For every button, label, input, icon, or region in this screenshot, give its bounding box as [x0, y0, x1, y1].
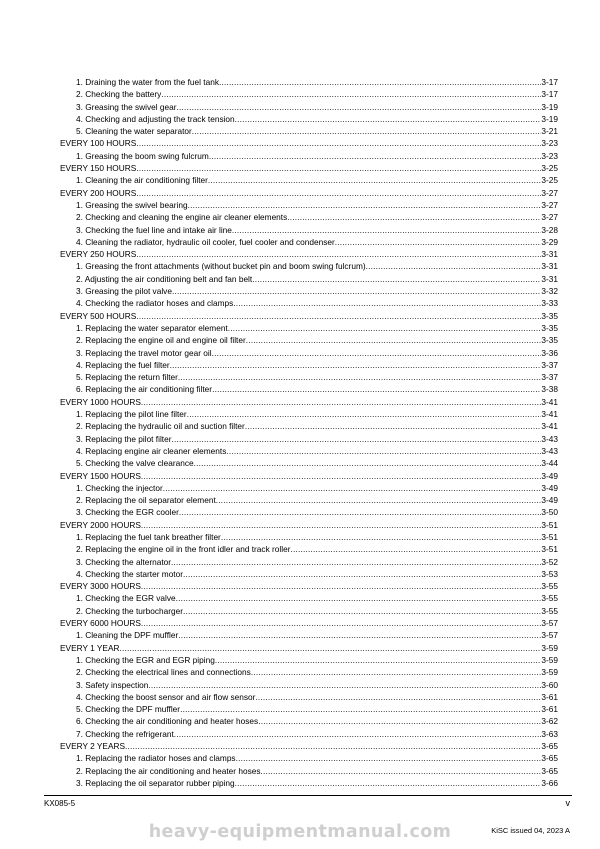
- toc-leader-dots: [192, 125, 542, 137]
- toc-leader-dots: [194, 457, 542, 469]
- toc-leader-dots: [170, 359, 542, 371]
- toc-entry-page: 3-66: [541, 777, 558, 788]
- toc-entry-title: 4. Replacing the fuel filter: [76, 359, 170, 370]
- toc-leader-dots: [141, 396, 542, 408]
- toc-entry-title: 3. Checking the fuel line and intake air line: [76, 224, 232, 235]
- toc-entry[interactable]: [60, 101, 558, 113]
- toc-leader-dots: [178, 371, 541, 383]
- toc-leader-dots: [208, 174, 541, 186]
- footer-issue-note: KiSC issued 04, 2023 A: [491, 826, 570, 835]
- toc-entry-page: 3-41: [541, 396, 558, 407]
- toc-entry[interactable]: [60, 260, 558, 272]
- toc-entry[interactable]: [60, 666, 558, 678]
- toc-entry-page: 3-57: [541, 618, 558, 629]
- toc-leader-dots: [216, 494, 542, 506]
- toc-entry-title: 1. Replacing the pilot line filter: [76, 409, 187, 420]
- toc-entry-page: 3-55: [541, 581, 558, 592]
- toc-leader-dots: [141, 519, 542, 531]
- watermark: heavy-equipmentmanual.com: [148, 822, 452, 842]
- footer-page-number: v: [565, 798, 570, 808]
- toc-entry-page: 3-49: [541, 470, 558, 481]
- toc-entry-page: 3-61: [541, 704, 558, 715]
- toc-entry[interactable]: [60, 765, 558, 777]
- toc-entry-page: 3-38: [541, 384, 558, 395]
- footer-model: KX085-5: [44, 799, 76, 808]
- toc-entry-page: 3-29: [541, 236, 558, 247]
- toc-entry[interactable]: [60, 113, 558, 125]
- toc-entry-title: 1. Greasing the boom swing fulcrum: [76, 150, 209, 161]
- toc-entry-title: 3. Checking the alternator: [76, 556, 172, 567]
- toc-leader-dots: [136, 162, 541, 174]
- toc-leader-dots: [171, 433, 541, 445]
- toc-leader-dots: [251, 666, 542, 678]
- toc-leader-dots: [136, 137, 541, 149]
- toc-leader-dots: [163, 482, 542, 494]
- toc-entry-title: EVERY 250 HOURS: [60, 249, 137, 260]
- toc-leader-dots: [215, 654, 542, 666]
- toc-entry-title: EVERY 100 HOURS: [60, 138, 137, 149]
- toc-leader-dots: [235, 113, 542, 125]
- toc-leader-dots: [141, 580, 542, 592]
- toc-entry[interactable]: [60, 777, 558, 789]
- toc-entry-page: 3-17: [541, 89, 558, 100]
- toc-leader-dots: [125, 740, 541, 752]
- toc-entry-page: 3-49: [541, 482, 558, 493]
- toc-leader-dots: [233, 297, 541, 309]
- toc-leader-dots: [176, 592, 542, 604]
- toc-entry-title: 4. Replacing engine air cleaner elements: [76, 445, 227, 456]
- toc-entry-page: 3-31: [541, 249, 558, 260]
- toc-entry-page: 3-37: [541, 372, 558, 383]
- toc-entry-title: EVERY 3000 HOURS: [60, 581, 141, 592]
- toc-entry-page: 3-63: [541, 728, 558, 739]
- toc-leader-dots: [171, 556, 541, 568]
- toc-entry[interactable]: [60, 199, 558, 211]
- toc-entry-title: 4. Checking the boost sensor and air flow sensor: [76, 691, 256, 702]
- toc-entry[interactable]: [60, 703, 558, 715]
- toc-section-entry[interactable]: [60, 580, 558, 592]
- toc-entry[interactable]: [60, 568, 558, 580]
- toc-entry-page: 3-55: [541, 593, 558, 604]
- toc-entry-page: 3-65: [541, 741, 558, 752]
- toc-entry[interactable]: [60, 383, 558, 395]
- toc-entry[interactable]: [60, 494, 558, 506]
- toc-leader-dots: [287, 211, 541, 223]
- toc-leader-dots: [141, 617, 542, 629]
- toc-entry[interactable]: [60, 715, 558, 727]
- toc-entry-title: 2. Checking the battery: [76, 89, 162, 100]
- toc-entry-page: 3-43: [541, 433, 558, 444]
- toc-entry[interactable]: [60, 556, 558, 568]
- toc-entry[interactable]: [60, 752, 558, 764]
- toc-leader-dots: [255, 691, 541, 703]
- toc-entry-page: 3-44: [541, 458, 558, 469]
- toc-entry-title: 5. Checking the valve clearance: [76, 458, 194, 469]
- toc-entry-title: 1. Greasing the front attachments (without bucket pin and boom swing fulcrum): [76, 261, 366, 272]
- toc-entry-page: 3-51: [541, 519, 558, 530]
- table-of-contents: [60, 76, 558, 789]
- toc-entry[interactable]: [60, 482, 558, 494]
- toc-leader-dots: [209, 150, 542, 162]
- toc-entry-title: 1. Checking the EGR and EGR piping: [76, 654, 215, 665]
- toc-leader-dots: [366, 260, 542, 272]
- toc-entry-page: 3-43: [541, 445, 558, 456]
- toc-entry-title: EVERY 500 HOURS: [60, 310, 137, 321]
- toc-entry-page: 3-51: [541, 531, 558, 542]
- toc-entry-page: 3-32: [541, 286, 558, 297]
- toc-leader-dots: [179, 506, 542, 518]
- toc-entry-page: 3-59: [541, 642, 558, 653]
- toc-entry-page: 3-41: [541, 421, 558, 432]
- toc-entry-page: 3-65: [541, 765, 558, 776]
- toc-entry-page: 3-17: [541, 77, 558, 87]
- toc-entry-title: 6. Checking the air conditioning and heater hoses: [76, 716, 259, 727]
- toc-entry-title: EVERY 6000 HOURS: [60, 618, 141, 629]
- toc-entry-title: 7. Checking the refrigerant: [76, 728, 174, 739]
- toc-entry[interactable]: [60, 334, 558, 346]
- toc-leader-dots: [177, 101, 542, 113]
- toc-entry[interactable]: [60, 457, 558, 469]
- toc-entry-page: 3-52: [541, 556, 558, 567]
- toc-entry-title: 2. Adjusting the air conditioning belt and fan belt: [76, 273, 253, 284]
- toc-leader-dots: [148, 679, 541, 691]
- toc-leader-dots: [172, 285, 541, 297]
- toc-entry-page: 3-27: [541, 199, 558, 210]
- toc-entry-title: 1. Greasing the swivel bearing: [76, 199, 188, 210]
- toc-entry-page: 3-19: [541, 101, 558, 112]
- toc-entry[interactable]: [60, 543, 558, 555]
- toc-entry[interactable]: [60, 236, 558, 248]
- toc-entry[interactable]: [60, 605, 558, 617]
- toc-entry-page: 3-37: [541, 359, 558, 370]
- toc-entry-title: 4. Checking the starter motor: [76, 568, 183, 579]
- toc-entry-page: 3-49: [541, 495, 558, 506]
- toc-leader-dots: [136, 248, 541, 260]
- toc-entry-title: 1. Checking the injector: [76, 482, 163, 493]
- toc-entry-title: 3. Replacing the pilot filter: [76, 433, 172, 444]
- toc-entry[interactable]: [60, 728, 558, 740]
- toc-entry-page: 3-59: [541, 667, 558, 678]
- toc-leader-dots: [187, 408, 542, 420]
- toc-leader-dots: [335, 236, 542, 248]
- toc-entry[interactable]: [60, 273, 558, 285]
- toc-entry-page: 3-31: [541, 273, 558, 284]
- toc-entry[interactable]: [60, 691, 558, 703]
- toc-entry[interactable]: [60, 211, 558, 223]
- toc-leader-dots: [252, 273, 541, 285]
- toc-entry-page: 3-55: [541, 605, 558, 616]
- toc-entry-page: 3-19: [541, 113, 558, 124]
- toc-leader-dots: [226, 445, 541, 457]
- toc-entry-page: 3-35: [541, 322, 558, 333]
- toc-entry-title: 3. Greasing the swivel gear: [76, 101, 177, 112]
- toc-entry-page: 3-21: [541, 126, 558, 137]
- toc-entry-title: 4. Checking the radiator hoses and clamps: [76, 298, 234, 309]
- toc-entry-page: 3-36: [541, 347, 558, 358]
- toc-entry-title: 1. Replacing the fuel tank breather filter: [76, 531, 221, 542]
- toc-leader-dots: [246, 334, 542, 346]
- toc-entry-title: EVERY 150 HOURS: [60, 163, 137, 174]
- toc-entry-page: 3-35: [541, 335, 558, 346]
- toc-leader-dots: [245, 420, 542, 432]
- toc-entry-title: 1. Checking the EGR valve: [76, 593, 176, 604]
- toc-entry-page: 3-62: [541, 716, 558, 727]
- toc-leader-dots: [212, 347, 542, 359]
- toc-entry-title: 5. Checking the DPF muffler: [76, 704, 181, 715]
- toc-section-entry[interactable]: [60, 396, 558, 408]
- toc-leader-dots: [228, 322, 542, 334]
- toc-entry-title: 2. Replacing the hydraulic oil and suction filter: [76, 421, 245, 432]
- toc-entry[interactable]: [60, 445, 558, 457]
- toc-entry[interactable]: [60, 125, 558, 137]
- toc-entry-page: 3-25: [541, 175, 558, 186]
- toc-entry-page: 3-51: [541, 544, 558, 555]
- toc-entry-title: 2. Replacing the engine oil and engine oil filter: [76, 335, 246, 346]
- toc-entry[interactable]: [60, 408, 558, 420]
- toc-entry-page: 3-31: [541, 261, 558, 272]
- toc-entry-page: 3-23: [541, 138, 558, 149]
- toc-section-entry[interactable]: [60, 162, 558, 174]
- toc-entry-title: 5. Replacing the return filter: [76, 372, 178, 383]
- toc-entry-title: 3. Greasing the pilot valve: [76, 286, 172, 297]
- toc-entry-title: 1. Replacing the water separator element: [76, 322, 228, 333]
- toc-entry-page: 3-33: [541, 298, 558, 309]
- toc-entry-title: EVERY 1000 HOURS: [60, 396, 141, 407]
- toc-entry[interactable]: [60, 679, 558, 691]
- toc-leader-dots: [221, 531, 542, 543]
- toc-entry[interactable]: [60, 224, 558, 236]
- toc-entry[interactable]: [60, 322, 558, 334]
- toc-entry-title: 3. Replacing the oil separator rubber piping: [76, 777, 235, 788]
- toc-leader-dots: [212, 383, 541, 395]
- toc-entry-page: 3-59: [541, 654, 558, 665]
- toc-section-entry[interactable]: [60, 740, 558, 752]
- toc-section-entry[interactable]: [60, 642, 558, 654]
- toc-entry-page: 3-25: [541, 163, 558, 174]
- toc-leader-dots: [183, 605, 541, 617]
- toc-entry-title: 3. Safety inspection: [76, 679, 149, 690]
- toc-entry[interactable]: [60, 285, 558, 297]
- toc-entry-page: 3-65: [541, 753, 558, 764]
- toc-leader-dots: [180, 703, 541, 715]
- toc-entry[interactable]: [60, 629, 558, 641]
- toc-section-entry[interactable]: [60, 310, 558, 322]
- toc-leader-dots: [232, 224, 541, 236]
- toc-entry-title: 2. Replacing the oil separator element: [76, 495, 216, 506]
- toc-entry-title: 1. Cleaning the DPF muffler: [76, 630, 179, 641]
- toc-entry-title: 5. Cleaning the water separator: [76, 126, 192, 137]
- toc-section-entry[interactable]: [60, 617, 558, 629]
- toc-entry-title: 2. Checking and cleaning the engine air cleaner elements: [76, 212, 288, 223]
- toc-entry-title: EVERY 1500 HOURS: [60, 470, 141, 481]
- toc-entry-title: EVERY 2000 HOURS: [60, 519, 141, 530]
- toc-entry-title: EVERY 1 YEAR: [60, 642, 120, 653]
- toc-section-entry[interactable]: [60, 519, 558, 531]
- toc-entry-title: 3. Checking the EGR cooler: [76, 507, 179, 518]
- toc-leader-dots: [136, 310, 541, 322]
- toc-entry-page: 3-57: [541, 630, 558, 641]
- toc-entry[interactable]: [60, 88, 558, 100]
- toc-section-entry[interactable]: [60, 187, 558, 199]
- toc-entry-page: 3-23: [541, 150, 558, 161]
- toc-entry-title: 4. Checking and adjusting the track tension: [76, 113, 235, 124]
- toc-entry-title: 4. Cleaning the radiator, hydraulic oil cooler, fuel cooler and condenser: [76, 236, 335, 247]
- toc-section-entry[interactable]: [60, 137, 558, 149]
- toc-leader-dots: [136, 187, 541, 199]
- toc-entry-title: 2. Checking the turbocharger: [76, 605, 184, 616]
- toc-entry[interactable]: [60, 531, 558, 543]
- toc-entry-page: 3-61: [541, 691, 558, 702]
- toc-section-entry[interactable]: [60, 248, 558, 260]
- toc-leader-dots: [188, 199, 542, 211]
- toc-entry-title: 1. Draining the water from the fuel tank: [76, 77, 219, 87]
- toc-entry-page: 3-50: [541, 507, 558, 518]
- toc-leader-dots: [261, 765, 542, 777]
- toc-leader-dots: [258, 715, 541, 727]
- toc-entry[interactable]: [60, 359, 558, 371]
- toc-leader-dots: [178, 629, 541, 641]
- toc-entry-page: 3-53: [541, 568, 558, 579]
- toc-leader-dots: [120, 642, 542, 654]
- footer-divider: [44, 795, 572, 796]
- toc-leader-dots: [183, 568, 541, 580]
- toc-entry-title: 2. Replacing the air conditioning and heater hoses: [76, 765, 261, 776]
- toc-entry-page: 3-60: [541, 679, 558, 690]
- toc-leader-dots: [219, 76, 541, 88]
- toc-entry[interactable]: [60, 654, 558, 666]
- toc-leader-dots: [290, 543, 541, 555]
- toc-leader-dots: [236, 752, 542, 764]
- toc-entry[interactable]: [60, 592, 558, 604]
- toc-section-entry[interactable]: [60, 470, 558, 482]
- toc-entry-page: 3-41: [541, 409, 558, 420]
- toc-entry[interactable]: [60, 371, 558, 383]
- toc-leader-dots: [161, 88, 541, 100]
- toc-entry-page: 3-35: [541, 310, 558, 321]
- toc-entry-page: 3-27: [541, 212, 558, 223]
- toc-entry[interactable]: [60, 433, 558, 445]
- toc-entry[interactable]: [60, 150, 558, 162]
- toc-leader-dots: [174, 728, 542, 740]
- toc-entry[interactable]: [60, 347, 558, 359]
- toc-leader-dots: [235, 777, 542, 789]
- toc-entry-page: 3-27: [541, 187, 558, 198]
- toc-entry-title: 3. Replacing the travel motor gear oil: [76, 347, 212, 358]
- toc-entry[interactable]: [60, 506, 558, 518]
- toc-entry-title: 1. Cleaning the air conditioning filter: [76, 175, 208, 186]
- toc-entry[interactable]: [60, 76, 558, 88]
- toc-entry-title: EVERY 2 YEARS: [60, 741, 126, 752]
- toc-entry-page: 3-28: [541, 224, 558, 235]
- toc-entry[interactable]: [60, 420, 558, 432]
- toc-entry-title: 2. Checking the electrical lines and connections: [76, 667, 251, 678]
- toc-entry-title: 6. Replacing the air conditioning filter: [76, 384, 213, 395]
- toc-leader-dots: [141, 470, 542, 482]
- toc-entry-title: 2. Replacing the engine oil in the front idler and track roller: [76, 544, 291, 555]
- toc-entry-title: EVERY 200 HOURS: [60, 187, 137, 198]
- toc-entry[interactable]: [60, 297, 558, 309]
- toc-entry-title: 1. Replacing the radiator hoses and clamps: [76, 753, 236, 764]
- toc-entry[interactable]: [60, 174, 558, 186]
